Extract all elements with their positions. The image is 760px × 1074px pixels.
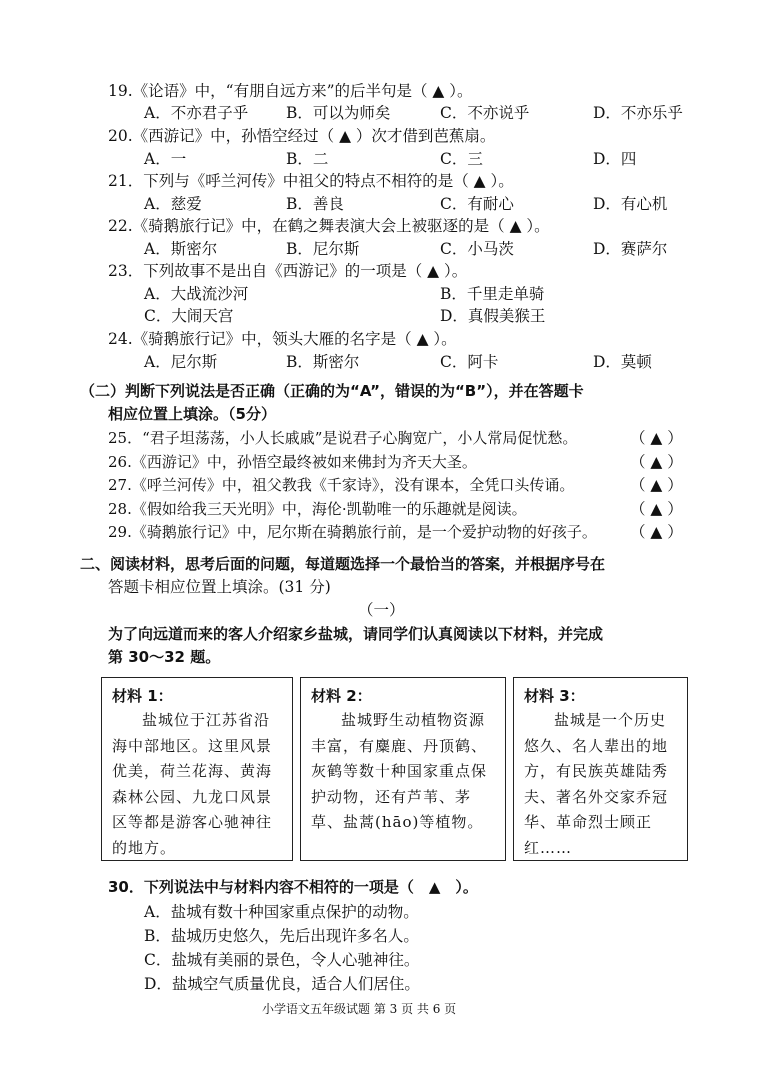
q30-option-a: A．盐城有数十种国家重点保护的动物。 (144, 903, 419, 921)
page-footer: 小学语文五年级试题 第 3 页 共 6 页 (262, 1002, 457, 1016)
q30-stem: 30．下列说法中与材料内容不相符的一项是（ ▲ ）。 (108, 878, 478, 896)
q28-statement: 28.《假如给我三天光明》中，海伦·凯勒唯一的乐趣就是阅读。 (108, 500, 527, 518)
q22-option-b: B．尼尔斯 (286, 240, 360, 258)
part-2-heading-line2: 答题卡相应位置上填涂。(31 分) (108, 578, 331, 596)
q27-answer-mark: （ ▲ ） (630, 476, 683, 494)
material-box-2 (300, 677, 506, 861)
q22-stem: 22.《骑鹅旅行记》中，在鹤之舞表演大会上被驱逐的是（ ▲ ）。 (108, 217, 550, 235)
material-2-text: 盐城野生动植物资源丰富，有麋鹿、丹顶鹤、灰鹤等数十种国家重点保护动物，还有芦苇、茅草、盐蒿(hāo)等植物。 (311, 711, 488, 831)
q28-answer-mark: （ ▲ ） (630, 500, 683, 518)
part-2-heading-line1: 二、阅读材料，思考后面的问题，每道题选择一个最恰当的答案，并根据序号在 (80, 555, 606, 573)
q21-option-c: C．有耐心 (440, 195, 514, 213)
q20-option-a: A．一 (144, 150, 187, 168)
q23-option-b: B．千里走单骑 (440, 285, 545, 303)
reading-intro-line1: 为了向远道而来的客人介绍家乡盐城，请同学们认真阅读以下材料，并完成 (108, 625, 604, 643)
material-box-1 (101, 677, 293, 861)
q21-option-d: D．有心机 (593, 195, 668, 213)
q21-option-b: B．善良 (286, 195, 344, 213)
q24-stem: 24.《骑鹅旅行记》中，领头大雁的名字是（ ▲ ）。 (108, 330, 457, 348)
q22-option-d: D．赛萨尔 (593, 240, 668, 258)
q25-answer-mark: （ ▲ ） (630, 429, 683, 447)
q29-answer-mark: （ ▲ ） (630, 523, 683, 541)
reading-intro-line2: 第 30～32 题。 (108, 648, 221, 666)
q30-option-b: B．盐城历史悠久，先后出现许多名人。 (144, 927, 419, 945)
q23-option-a: A．大战流沙河 (144, 285, 249, 303)
material-box-3 (513, 677, 688, 861)
q20-option-d: D．四 (593, 150, 637, 168)
q23-option-c: C．大闹天宫 (144, 307, 234, 325)
subsection-number: （一） (358, 601, 405, 619)
q19-option-a: A．不亦君子乎 (144, 104, 249, 122)
q24-option-a: A．尼尔斯 (144, 353, 218, 371)
q19-stem: 19.《论语》中，“有朋自远方来”的后半句是（ ▲ ）。 (108, 82, 473, 100)
q20-stem: 20.《西游记》中，孙悟空经过（ ▲ ）次才借到芭蕉扇。 (108, 127, 496, 145)
q30-option-c: C．盐城有美丽的景色，令人心驰神往。 (144, 951, 420, 969)
material-1-text: 盐城位于江苏省沿海中部地区。这里风景优美，荷兰花海、黄海森林公园、九龙口风景区等都是游客心驰神往的地方。 (112, 711, 273, 857)
q23-stem: 23．下列故事不是出自《西游记》的一项是（ ▲ ）。 (108, 262, 468, 280)
q19-option-b: B．可以为师矣 (286, 104, 391, 122)
q19-option-d: D．不亦乐乎 (593, 104, 683, 122)
q20-option-b: B．二 (286, 150, 329, 168)
q20-option-c: C．三 (440, 150, 483, 168)
q27-statement: 27.《呼兰河传》中，祖父教我《千家诗》，没有课本，全凭口头传诵。 (108, 476, 575, 494)
q24-option-b: B．斯密尔 (286, 353, 360, 371)
q21-option-a: A．慈爱 (144, 195, 202, 213)
q26-statement: 26.《西游记》中，孙悟空最终被如来佛封为齐天大圣。 (108, 453, 477, 471)
q19-option-c: C．不亦说乎 (440, 104, 530, 122)
q24-option-d: D．莫顿 (593, 353, 652, 371)
section-2-title-line2: 相应位置上填涂。（5分） (108, 405, 276, 423)
q21-stem: 21．下列与《呼兰河传》中祖父的特点不相符的是（ ▲ ）。 (108, 172, 514, 190)
material-1-title: 材料 1： (112, 687, 173, 705)
material-3-title: 材料 3： (524, 687, 585, 705)
q22-option-c: C．小马茨 (440, 240, 514, 258)
q25-statement: 25．“君子坦荡荡，小人长戚戚”是说君子心胸宽广，小人常局促忧愁。 (108, 429, 578, 447)
section-2-title-line1: （二）判断下列说法是否正确（正确的为“A”，错误的为“B”），并在答题卡 (80, 382, 584, 400)
q29-statement: 29.《骑鹅旅行记》中，尼尔斯在骑鹅旅行前，是一个爱护动物的好孩子。 (108, 523, 597, 541)
material-2-title: 材料 2： (311, 687, 372, 705)
material-3-text: 盐城是一个历史悠久、名人辈出的地方，有民族英雄陆秀夫、著名外交家乔冠华、革命烈士顾正红…… (524, 711, 669, 857)
q22-option-a: A．斯密尔 (144, 240, 218, 258)
q24-option-c: C．阿卡 (440, 353, 499, 371)
q26-answer-mark: （ ▲ ） (630, 453, 683, 471)
q23-option-d: D．真假美猴王 (440, 307, 546, 325)
q30-option-d: D．盐城空气质量优良，适合人们居住。 (144, 975, 420, 993)
